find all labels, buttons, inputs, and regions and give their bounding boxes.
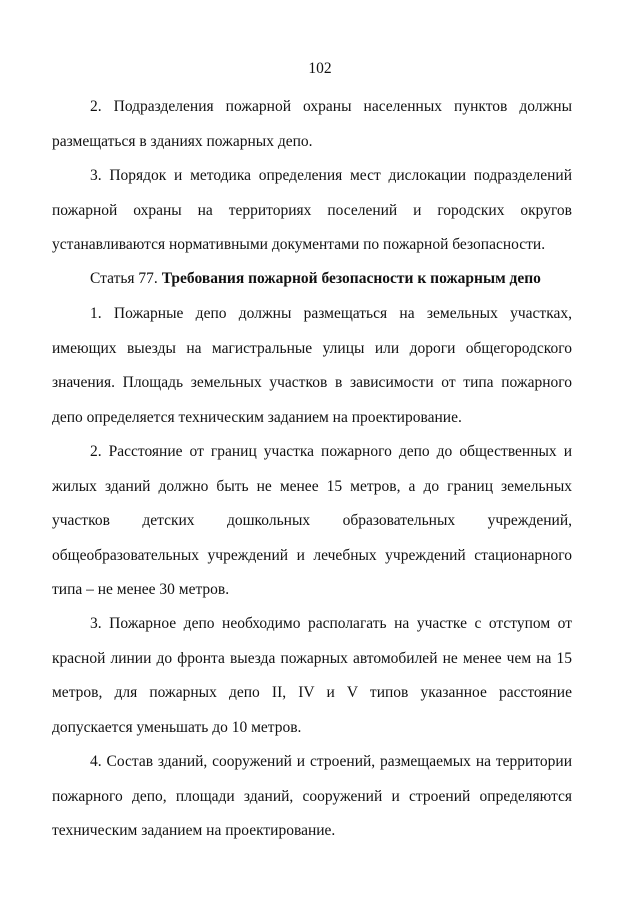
page-number: 102 <box>308 60 332 77</box>
article-title: Требования пожарной безопасности к пожарным депо <box>161 270 541 287</box>
paragraph-2-subdivisions: 2. Подразделения пожарной охраны населенных пунктов должны размещаться в зданиях пожарных депо. <box>52 98 572 150</box>
paragraph-3-setback: 3. Пожарное депо необходимо располагать на участке с отступом от красной линии до фронта выезда пожарных автомобилей не менее чем на 15 метров, для пожарных депо II, IV и V типов указанное расстояние допускается уменьшать до 10 метров. <box>52 615 572 736</box>
paragraph-3-procedure: 3. Порядок и методика определения мест дислокации подразделений пожарной охраны на территориях поселений и городских округов устанавливаются нормативными документами по пожарной безопасности. <box>52 167 572 253</box>
paragraph-1-land-plots: 1. Пожарные депо должны размещаться на земельных участках, имеющих выезды на магистральные улицы или дороги общегородского значения. Площадь земельных участков в зависимости от типа пожарного депо определяется техническим заданием на проектирование. <box>52 305 572 426</box>
paragraph-4-composition: 4. Состав зданий, сооружений и строений, размещаемых на территории пожарного депо, площади зданий, сооружений и строений определяются техническим заданием на проектирование. <box>52 753 572 839</box>
article-heading <box>52 262 572 297</box>
paragraph-2-distance: 2. Расстояние от границ участка пожарного депо до общественных и жилых зданий должно быть не менее 15 метров, а до границ земельных участков детских дошкольных образовательных учреждений, общеобразовательных учреждений и лечебных учреждений стационарного типа – не менее 30 метров. <box>52 443 572 598</box>
article-number: Статья 77. <box>90 270 162 287</box>
